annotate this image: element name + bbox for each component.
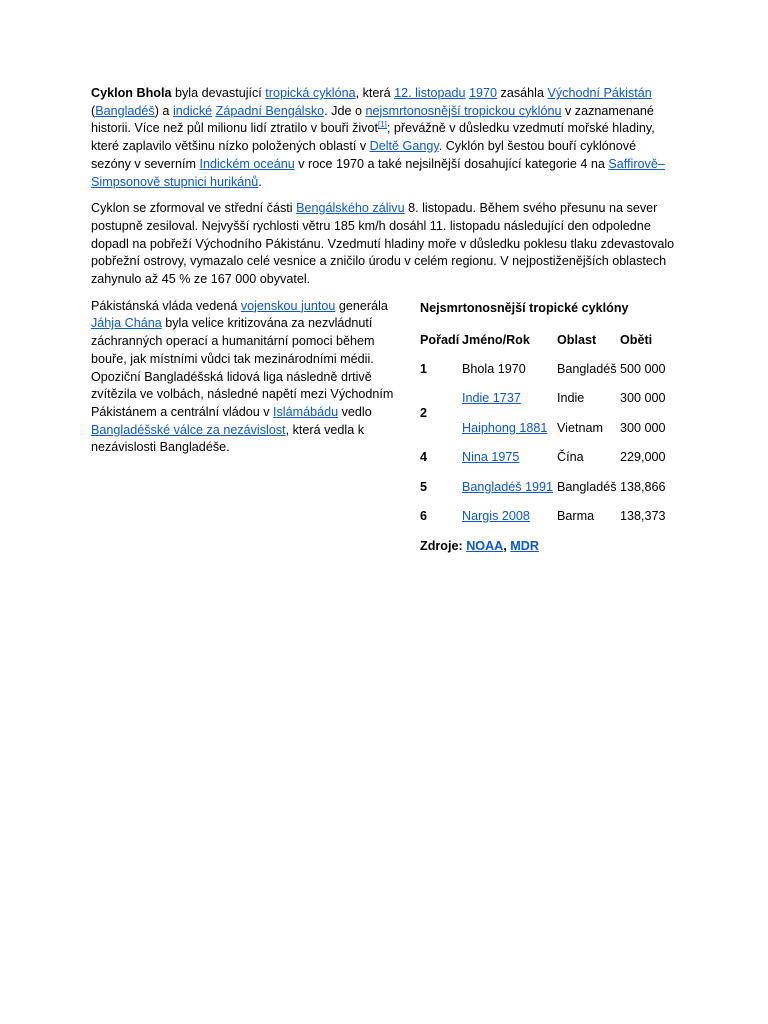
link-tropical-cyclone[interactable]: tropická cyklóna	[265, 86, 356, 100]
cell-region: Bangladéš	[557, 361, 617, 376]
cell-name	[462, 502, 557, 531]
link-noaa[interactable]: NOAA	[466, 539, 504, 554]
table-header-row	[420, 326, 676, 355]
link-east-pakistan[interactable]: Východní Pákistán	[547, 86, 652, 100]
table-row	[420, 473, 676, 502]
link-liberation-war[interactable]: Bangladéšské válce za nezávislost	[91, 422, 286, 437]
cell-region: Čína	[557, 450, 584, 465]
cell-name: Bhola 1970	[462, 361, 526, 376]
link-deadliest-cyclone[interactable]: nejsmrtonosnější tropickou cyklónu	[365, 103, 562, 118]
cell-rank: 2	[420, 406, 428, 421]
deadliest-cyclones-table	[420, 326, 676, 532]
link-military-junta[interactable]: vojenskou juntou	[240, 298, 336, 313]
paragraph-formation	[91, 200, 676, 289]
header-name-year: Jméno/Rok	[462, 332, 530, 347]
link-indian-ocean[interactable]: Indickém oceánu	[199, 156, 295, 171]
text-run: .	[258, 174, 262, 189]
table-title: Nejsmrtonosnější tropické cyklóny	[420, 300, 629, 315]
link-haiphong-1881[interactable]: Haiphong 1881	[462, 420, 548, 435]
text-run: (	[91, 103, 96, 118]
link-year[interactable]: 1970	[469, 86, 498, 100]
cell-victims: 229,000	[620, 450, 666, 465]
link-bay-of-bengal[interactable]: Bengálského zálivu	[296, 201, 405, 216]
text-run: v zaznamenané historii. Více než půl milionu lidí ztratilo v bouři život	[91, 103, 654, 136]
link-mdr[interactable]: MDR	[510, 539, 539, 554]
link-date[interactable]: 12. listopadu	[394, 86, 466, 100]
cell-victims: 300 000	[620, 420, 666, 435]
link-nina-1975[interactable]: Nina 1975	[462, 450, 520, 465]
link-indian[interactable]: indické	[172, 103, 213, 118]
cell-rank: 5	[420, 479, 428, 494]
text-run: zasáhla	[497, 86, 548, 100]
text-run: ; převážně v důsledku vzedmutí mořské hladiny, které zaplavilo většinu nízko položených oblastí v	[91, 121, 655, 154]
cell-region: Barma	[557, 508, 595, 523]
text-run: , která	[355, 86, 395, 100]
header-rank: Pořadí	[420, 332, 460, 347]
cell-victims: 138,866	[620, 479, 666, 494]
table-row	[420, 385, 676, 414]
article-title-bold: Cyklon Bhola	[91, 86, 172, 100]
cell-name	[462, 414, 557, 443]
header-region: Oblast	[557, 332, 597, 347]
header-victims: Oběti	[620, 332, 653, 347]
cell-region: Indie	[557, 391, 585, 406]
text-run: . Jde o	[324, 103, 366, 118]
cell-victims: 138,373	[620, 508, 666, 523]
cell-rank: 1	[420, 361, 428, 376]
text-run: generála	[335, 298, 388, 313]
cell-name	[462, 443, 557, 472]
link-saffir-simpson[interactable]: Saffirově–Simpsonově stupnici hurikánů	[91, 156, 665, 189]
cell-name	[462, 385, 557, 414]
link-india-1737[interactable]: Indie 1737	[462, 391, 521, 406]
text-run: v roce 1970 a také nejsilnější dosahující kategorie 4 na	[294, 156, 609, 171]
cell-rank: 4	[420, 450, 428, 465]
text-run: Pákistánská vláda vedená	[91, 298, 241, 313]
link-nargis-2008[interactable]: Nargis 2008	[462, 508, 530, 523]
reference-link[interactable]: [1]	[377, 120, 387, 130]
text-run: ) a	[154, 103, 173, 118]
text-run: , která vedla k nezávislosti Bangladéše.	[91, 422, 365, 455]
text-run: byla devastující	[171, 86, 266, 100]
article-body	[91, 85, 676, 559]
cell-victims: 300 000	[620, 391, 666, 406]
sources-separator: ,	[503, 539, 511, 554]
text-run: Cyklon se zformoval ve střední části	[91, 201, 297, 216]
link-ganges-delta[interactable]: Deltě Gangy	[369, 139, 439, 154]
table-row	[420, 443, 676, 472]
sources-label: Zdroje:	[420, 539, 467, 554]
text-run: vedlo	[338, 404, 372, 419]
cell-region: Bangladéš	[557, 479, 617, 494]
deadliest-cyclones-table-box	[420, 300, 676, 556]
paragraph-intro	[91, 85, 676, 191]
text-run: 8. listopadu. Během svého přesunu na sever postupně zesiloval. Nejvyšší rychlosti větru 185 km/h dosáhl 11. listopadu následující den odpoledne dopadl na pobřeží Východního Pákistánu. Vzedmutí hladiny moře v důsledku poklesu tlaku zdevastovalo pobřežní ostrovy, vymazalo celé vesnice a zničilo úrodu v celém regionu. V nejpostiženějších oblastech zahynulo až 45 % ze 167 000 obyvatel.	[91, 201, 675, 287]
cell-region: Vietnam	[557, 420, 603, 435]
link-bangladesh[interactable]: Bangladéš	[95, 103, 155, 118]
text-run: byla velice kritizována za nezvládnutí záchranných operací a humanitární pomoci během bouře, jak místními vůdci tak mezinárodními médii. Opoziční Bangladéšská lidová liga následně drtivě zvítězila ve volbách, následné napětí mezi Východním Pákistánem a centrální vládou v	[91, 316, 394, 419]
link-west-bengal[interactable]: Západní Bengálsko	[215, 103, 325, 118]
table-row	[420, 355, 676, 384]
link-islamabad[interactable]: Islámábádu	[273, 404, 339, 419]
cell-name	[462, 473, 557, 502]
link-yahya-khan[interactable]: Jáhja Chána	[91, 316, 162, 331]
cell-victims: 500 000	[620, 361, 666, 376]
text-run: . Cyklón byl šestou bouří cyklónové sezóny v severním	[91, 139, 637, 171]
link-bangladesh-1991[interactable]: Bangladéš 1991	[462, 479, 554, 494]
table-row	[420, 502, 676, 531]
cell-rank: 6	[420, 508, 428, 523]
table-sources	[420, 538, 676, 555]
